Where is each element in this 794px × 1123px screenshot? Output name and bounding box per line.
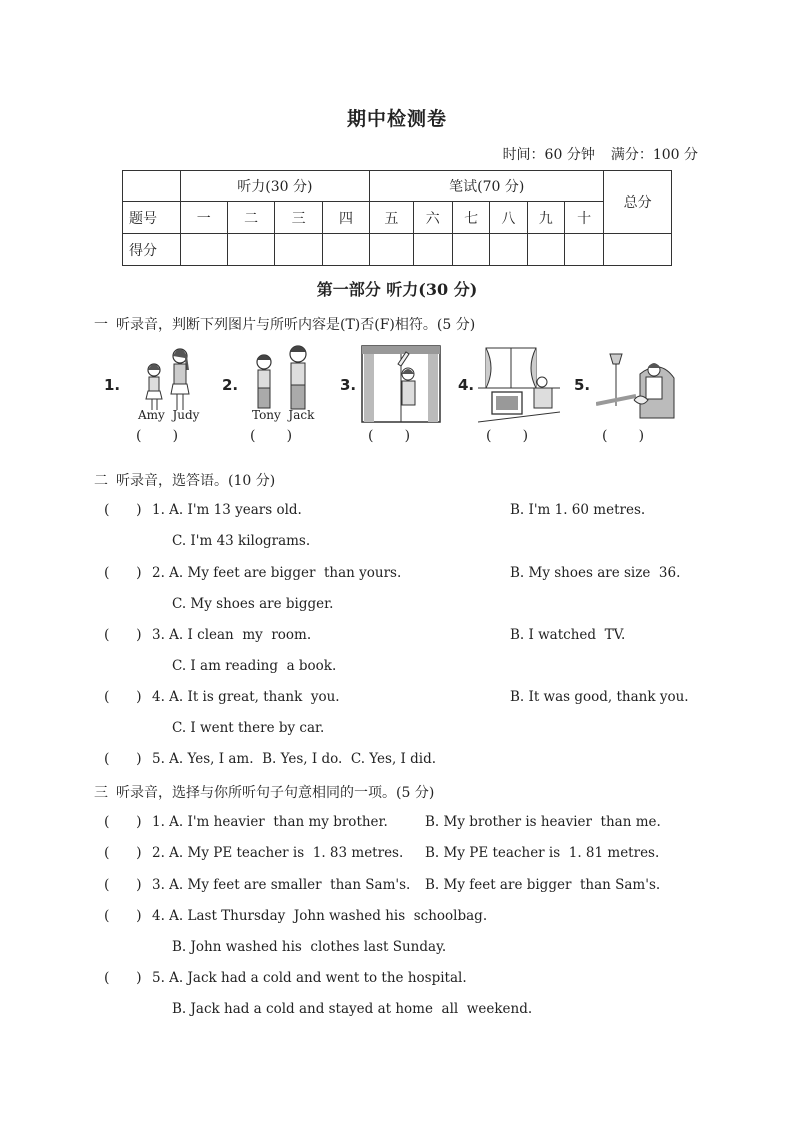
question-number: 二 (227, 202, 274, 234)
option-a: 1. A. I'm 13 years old. (152, 502, 302, 518)
answer-blank[interactable]: ( ) (104, 877, 142, 893)
answer-blank[interactable]: ( ) (486, 428, 529, 444)
question-number: 一 (180, 202, 227, 234)
woman-armchair-picture (596, 344, 678, 424)
score-cell[interactable] (564, 234, 603, 266)
part-one-title: 第一部分 听力(30 分) (316, 280, 478, 299)
option-c: C. I went there by car. (172, 720, 325, 736)
full-score: 满分：100 分 (610, 147, 698, 163)
option-b: B. My brother is heavier than me. (425, 814, 661, 830)
option-a: 5. A. Jack had a cold and went to the hospital. (152, 970, 467, 986)
score-cell[interactable] (527, 234, 564, 266)
option-b: B. I'm 1. 60 metres. (510, 502, 646, 518)
option-b: B. Jack had a cold and stayed at home all weekend. (172, 1001, 533, 1017)
answer-blank[interactable]: ( ) (104, 502, 142, 518)
picture-number: 5. (574, 376, 591, 394)
section-1-heading (94, 314, 475, 334)
picture-number: 2. (222, 376, 239, 394)
question-number: 八 (490, 202, 527, 234)
option-b: B. My PE teacher is 1. 81 metres. (425, 845, 660, 861)
answer-blank[interactable]: ( ) (104, 565, 142, 581)
option-a: 2. A. My feet are bigger than yours. (152, 565, 402, 581)
option-a: 4. A. Last Thursday John washed his schoolbag. (152, 908, 488, 924)
option-a: 3. A. My feet are smaller than Sam's. (152, 877, 411, 893)
picture-row (100, 344, 700, 444)
answer-blank[interactable]: ( ) (104, 845, 142, 861)
answer-blank[interactable]: ( ) (104, 689, 142, 705)
options-line: 5. A. Yes, I am. B. Yes, I do. C. Yes, I did. (152, 751, 437, 767)
question-number: 四 (322, 202, 369, 234)
option-b: B. My shoes are size 36. (510, 565, 681, 581)
option-c: C. I am reading a book. (172, 658, 337, 674)
page-title: 期中检测卷 (346, 108, 447, 130)
option-a: 3. A. I clean my room. (152, 627, 312, 643)
option-a: 2. A. My PE teacher is 1. 83 metres. (152, 845, 404, 861)
option-b: B. John washed his clothes last Sunday. (172, 939, 447, 955)
option-b: B. I watched TV. (510, 627, 626, 643)
option-a: 1. A. I'm heavier than my brother. (152, 814, 388, 830)
score-cell[interactable] (413, 234, 452, 266)
boy-watching-tv-picture (478, 344, 560, 424)
section-number: 一 (94, 317, 108, 333)
section-instruction: 听录音，选择与你所听句子句意相同的一项。(5 分) (116, 785, 435, 801)
answer-blank[interactable]: ( ) (368, 428, 411, 444)
answer-blank[interactable]: ( ) (602, 428, 645, 444)
answer-blank[interactable]: ( ) (250, 428, 293, 444)
option-b: B. My feet are bigger than Sam's. (425, 877, 661, 893)
answer-blank[interactable]: ( ) (104, 814, 142, 830)
answer-blank[interactable]: ( ) (104, 908, 142, 924)
answer-blank[interactable]: ( ) (104, 627, 142, 643)
score-table (122, 170, 672, 266)
question-number: 六 (413, 202, 452, 234)
section-3-heading (94, 782, 434, 802)
picture-number: 4. (458, 376, 475, 394)
picture-caption: Tony Jack (252, 408, 315, 422)
score-cell[interactable] (490, 234, 527, 266)
writing-header: 笔试(70 分) (370, 171, 604, 202)
answer-blank[interactable]: ( ) (104, 970, 142, 986)
score-cell[interactable] (275, 234, 322, 266)
section-instruction: 听录音，判断下列图片与所听内容是(T)否(F)相符。(5 分) (116, 317, 476, 333)
girl-wardrobe-picture (360, 344, 442, 424)
question-number: 十 (564, 202, 603, 234)
section-instruction: 听录音，选答语。(10 分) (116, 473, 276, 489)
answer-blank[interactable]: ( ) (136, 428, 179, 444)
score-label: 得分 (123, 234, 181, 266)
time-limit: 时间：60 分钟 (502, 147, 595, 163)
option-c: C. My shoes are bigger. (172, 596, 334, 612)
section-number: 三 (94, 785, 108, 801)
option-b: B. It was good, thank you. (510, 689, 689, 705)
answer-blank[interactable]: ( ) (104, 751, 142, 767)
corner-cell (123, 171, 181, 202)
score-cell[interactable] (322, 234, 369, 266)
score-cell[interactable] (604, 234, 672, 266)
section-2-heading (94, 470, 275, 490)
score-cell[interactable] (452, 234, 489, 266)
question-number: 九 (527, 202, 564, 234)
exam-info (503, 144, 698, 164)
question-number-label: 题号 (123, 202, 181, 234)
section-number: 二 (94, 473, 108, 489)
score-cell[interactable] (180, 234, 227, 266)
question-number: 七 (452, 202, 489, 234)
option-a: 4. A. It is great, thank you. (152, 689, 340, 705)
question-number: 五 (370, 202, 413, 234)
score-cell[interactable] (370, 234, 413, 266)
listening-header: 听力(30 分) (180, 171, 370, 202)
option-c: C. I'm 43 kilograms. (172, 533, 311, 549)
picture-number: 3. (340, 376, 357, 394)
question-number: 三 (275, 202, 322, 234)
total-header: 总分 (604, 171, 672, 234)
picture-number: 1. (104, 376, 121, 394)
score-cell[interactable] (227, 234, 274, 266)
picture-caption: Amy Judy (138, 408, 200, 422)
